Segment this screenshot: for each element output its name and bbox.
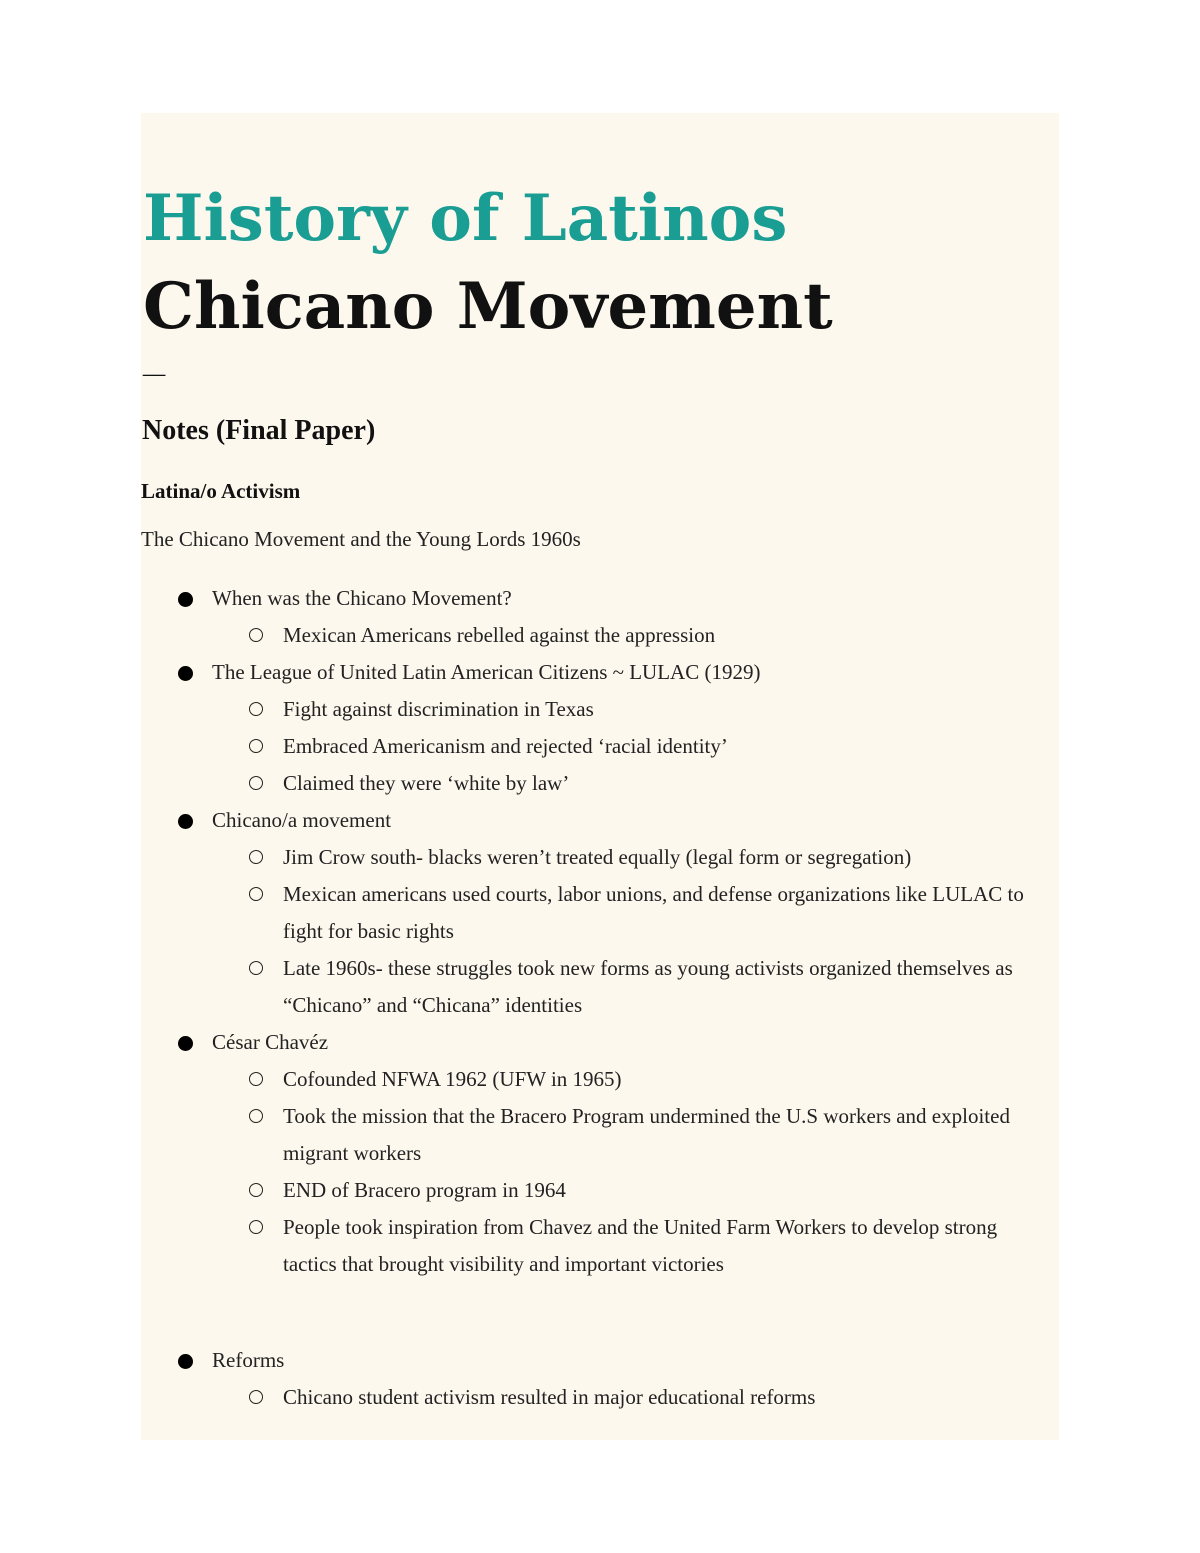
bullet-dot-icon xyxy=(178,1036,193,1051)
document-title: History of Latinos xyxy=(143,181,788,256)
hollow-circle-icon xyxy=(249,739,263,753)
sub-item xyxy=(0,1061,1028,1098)
sub-list xyxy=(212,839,1032,1024)
notes-list xyxy=(0,580,1200,1416)
bullet-item xyxy=(0,1024,1032,1283)
bullet-text: César Chavéz xyxy=(212,1030,329,1054)
hollow-circle-icon xyxy=(249,776,263,790)
sub-item-text: Chicano student activism resulted in major educational reforms xyxy=(283,1385,816,1409)
sub-item xyxy=(0,876,1028,950)
sub-item-text: Cofounded NFWA 1962 (UFW in 1965) xyxy=(283,1067,622,1091)
sub-item xyxy=(0,765,1028,802)
sub-item-text: Embraced Americanism and rejected ‘racial identity’ xyxy=(283,734,728,758)
hollow-circle-icon xyxy=(249,887,263,901)
sub-item-text: Mexican Americans rebelled against the appression xyxy=(283,623,716,647)
sub-item xyxy=(0,1098,1028,1172)
hollow-circle-icon xyxy=(249,1390,263,1404)
bullet-dot-icon xyxy=(178,666,193,681)
intro-line: The Chicano Movement and the Young Lords 1960s xyxy=(141,527,581,551)
bullet-text: When was the Chicano Movement? xyxy=(212,586,512,610)
sub-item-text: Took the mission that the Bracero Program undermined the U.S workers and exploited migrant workers xyxy=(283,1104,1010,1165)
hollow-circle-icon xyxy=(249,702,263,716)
sub-item xyxy=(0,950,1028,1024)
sub-item-text: Late 1960s- these struggles took new forms as young activists organized themselves as “Chicano” and “Chicana” identities xyxy=(283,956,1013,1017)
sub-item xyxy=(0,1379,1028,1416)
hollow-circle-icon xyxy=(249,850,263,864)
sub-list xyxy=(212,1379,1032,1416)
sub-item-text: Jim Crow south- blacks weren’t treated equally (legal form or segregation) xyxy=(283,845,912,869)
sub-item-text: Mexican americans used courts, labor unions, and defense organizations like LULAC to fight for basic rights xyxy=(283,882,1024,943)
sub-item xyxy=(0,617,1028,654)
hollow-circle-icon xyxy=(249,1220,263,1234)
bullet-item xyxy=(0,1342,1032,1416)
bullet-dot-icon xyxy=(178,814,193,829)
sub-list xyxy=(212,617,1032,654)
hollow-circle-icon xyxy=(249,628,263,642)
blank-line xyxy=(0,1283,1200,1342)
sub-item-text: Fight against discrimination in Texas xyxy=(283,697,594,721)
bullet-item xyxy=(0,802,1032,1024)
title-rule: __ xyxy=(143,355,166,377)
bullet-dot-icon xyxy=(178,1354,193,1369)
sub-item xyxy=(0,728,1028,765)
notes-heading: Notes (Final Paper) xyxy=(142,415,376,446)
sub-item-text: People took inspiration from Chavez and the United Farm Workers to develop strong tactics that brought visibility and important victories xyxy=(283,1215,998,1276)
sub-list xyxy=(212,691,1032,802)
bullet-text: The League of United Latin American Citizens ~ LULAC (1929) xyxy=(212,660,761,684)
sub-item-text: Claimed they were ‘white by law’ xyxy=(283,771,570,795)
sub-item xyxy=(0,1209,1028,1283)
bullet-text: Chicano/a movement xyxy=(212,808,392,832)
bullet-item xyxy=(0,654,1032,802)
bullet-text: Reforms xyxy=(212,1348,285,1372)
sub-item-text: END of Bracero program in 1964 xyxy=(283,1178,566,1202)
sub-item xyxy=(0,839,1028,876)
hollow-circle-icon xyxy=(249,1072,263,1086)
section-heading: Latina/o Activism xyxy=(141,479,301,503)
bullet-dot-icon xyxy=(178,592,193,607)
sub-item xyxy=(0,1172,1028,1209)
hollow-circle-icon xyxy=(249,1109,263,1123)
document-subtitle: Chicano Movement xyxy=(143,269,833,344)
sub-item xyxy=(0,691,1028,728)
hollow-circle-icon xyxy=(249,961,263,975)
bullet-item xyxy=(0,580,1032,654)
sub-list xyxy=(212,1061,1032,1283)
hollow-circle-icon xyxy=(249,1183,263,1197)
